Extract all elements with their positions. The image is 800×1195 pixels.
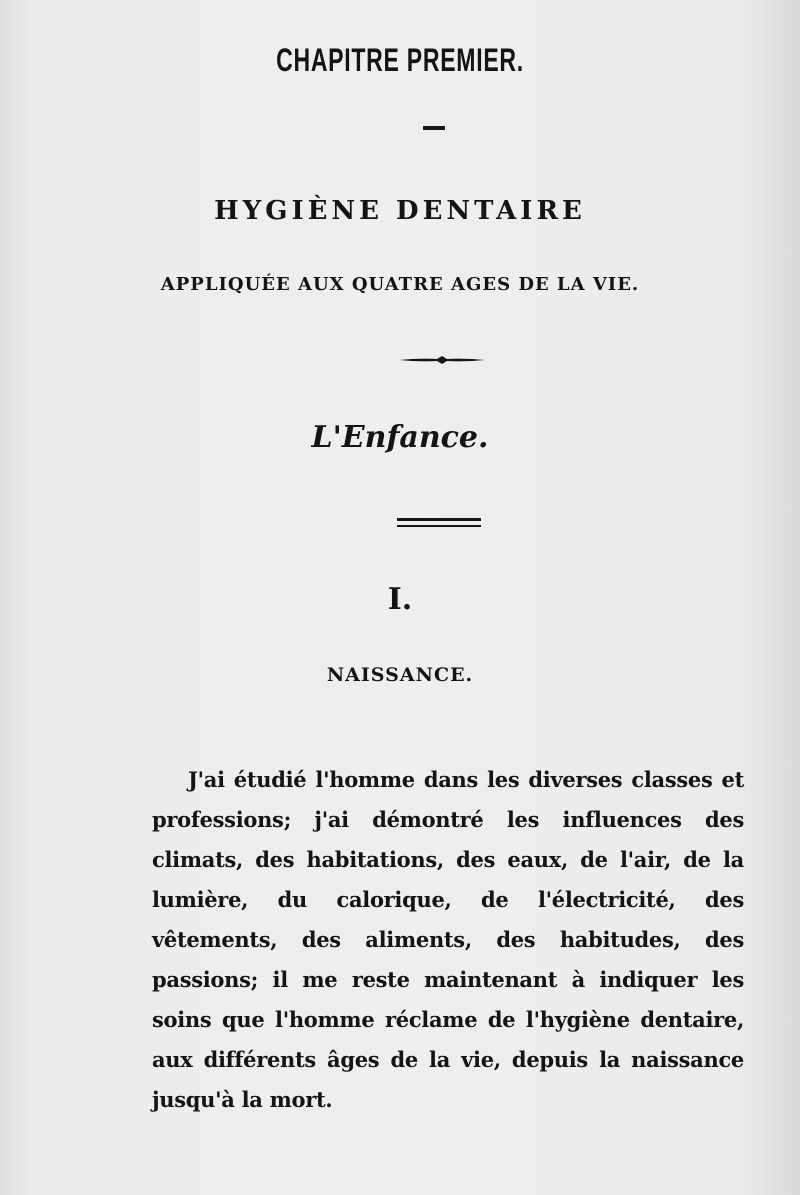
ornamental-divider <box>399 354 485 366</box>
section-title: L'Enfance. <box>311 420 489 455</box>
chapter-dash <box>423 126 445 130</box>
subtitle: APPLIQUÉE AUX QUATRE AGES DE LA VIE. <box>160 274 640 295</box>
section-number: I. <box>387 582 413 617</box>
double-rule-divider <box>397 518 481 527</box>
body-paragraph: J'ai étudié l'homme dans les diverses classes et professions; j'ai démontré les influences des climats, des habitations, des eaux, de l'air, de la lumière, du calorique, de l'électricité, des vêtements, des aliments, des habitudes, des passions; il me reste maintenant à indiquer les soins que l'homme réclame de l'hygiène dentaire, aux différents âges de la vie, depuis la naissance jusqu'à la mort. <box>152 767 744 1112</box>
main-title: HYGIÈNE DENTAIRE <box>214 196 586 226</box>
chapter-title: CHAPITRE PREMIER. <box>276 42 524 78</box>
subsection-title: NAISSANCE. <box>326 664 474 686</box>
